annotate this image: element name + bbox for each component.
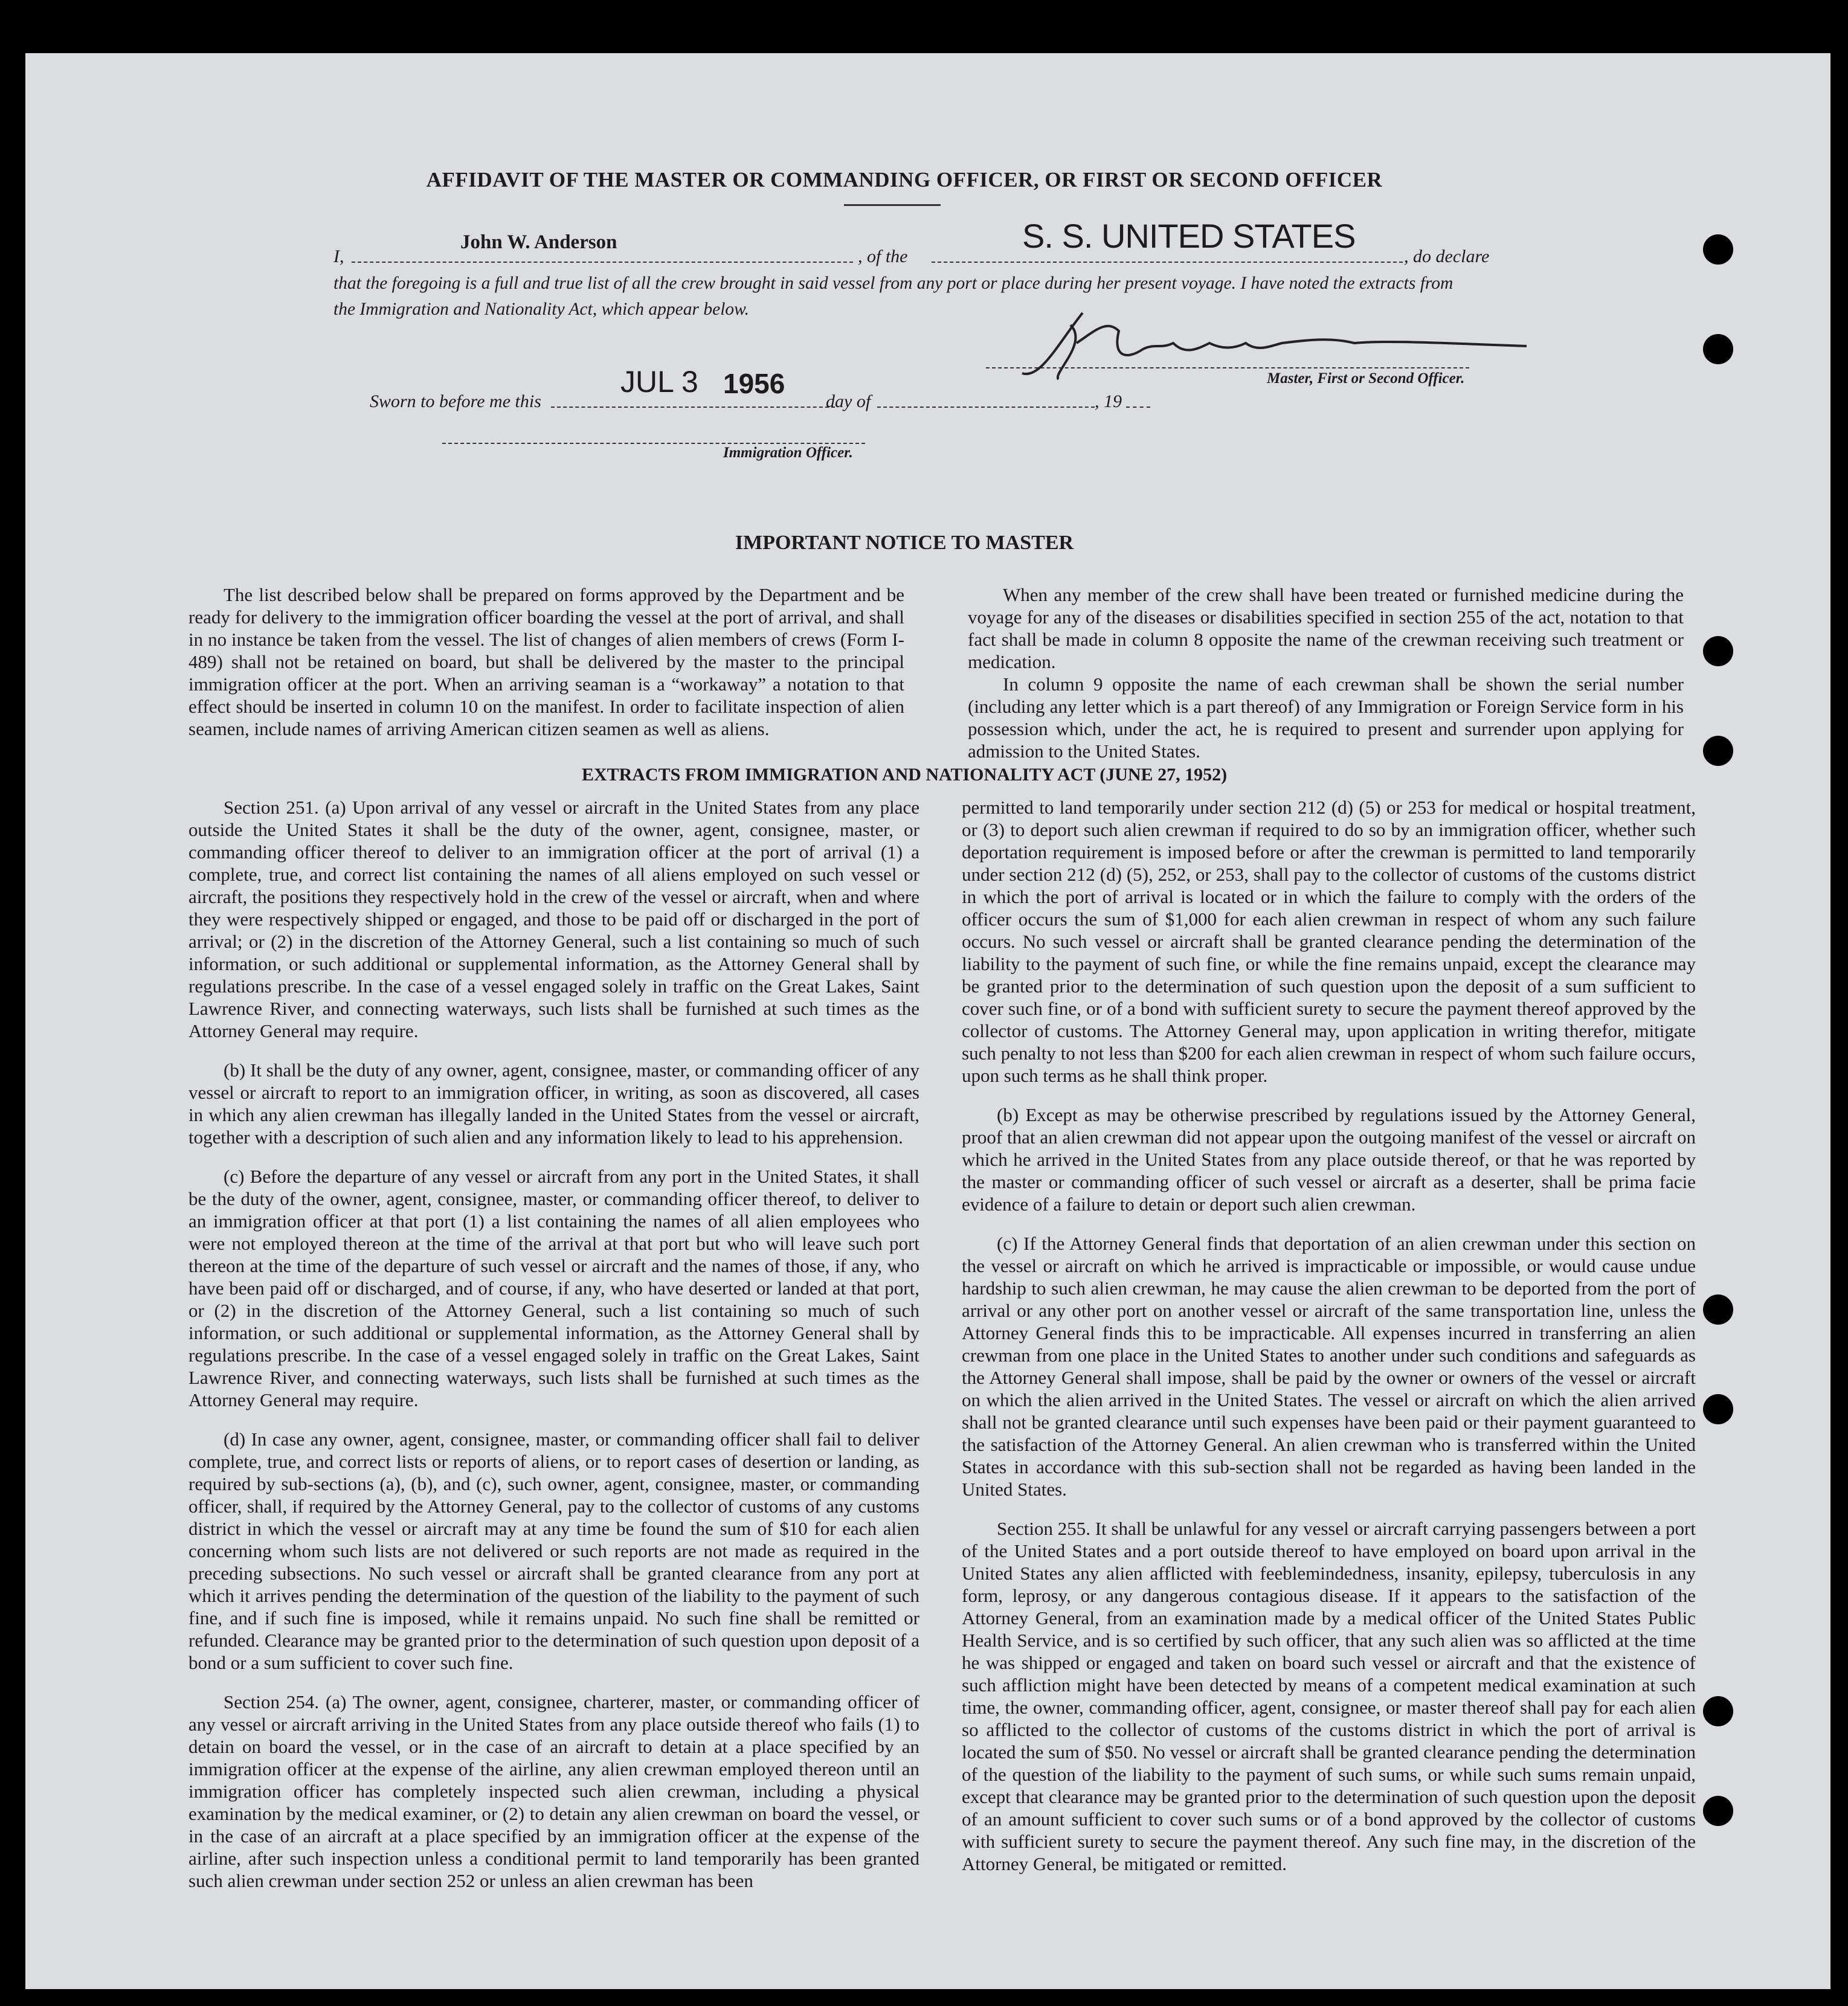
signature-label: Master, First or Second Officer. [1267, 370, 1465, 387]
notice-right-column [968, 583, 1684, 779]
extracts-right-column [962, 796, 1696, 1892]
declaration-line-2: the Immigration and Nationality Act, which appear below. [333, 300, 750, 319]
extract-paragraph: (c) Before the departure of any vessel or aircraft from any port in the United States, it shall be the duty of the owner, agent, consignee, master, or commanding officer thereof, to deliver to an immigration officer at that port (1) a list containing the names of all alien employees who were not employed thereon at the time of the arrival at that port but who will leave such port thereon at the time of the departure of such vessel or aircraft and the names of those, if any, who have been paid off or discharged, and of course, if any, who have deserted or landed at that port, or (2) in the discretion of the Attorney General, such a list containing so much of such information, or such additional or supplemental information, as the Attorney General shall by regulations prescribe. In the case of a vessel engaged solely in traffic on the Great Lakes, Saint Lawrence River, and connecting waterways, such lists shall be furnished at such times as the Attorney General may require. [188, 1166, 919, 1410]
extract-paragraph: (b) Except as may be otherwise prescribed by regulations issued by the Attorney General, proof that an alien crewman did not appear upon the outgoing manifest of the vessel or aircraft on which he arrived in the United States from any place outside thereof, or that he was reported by the master or commanding officer of such vessel or aircraft as a deserter, shall be prima facie evidence of a failure to detain or deport such alien crewman. [962, 1104, 1696, 1215]
extract-paragraph: Section 255. It shall be unlawful for any vessel or aircraft carrying passengers between a port of the United States and a port outside thereof to have employed on board upon arrival in the United States any alien afflicted with feeblemindedness, insanity, epilepsy, tuberculosis in any form, leprosy, or any dangerous contagious disease. If it appears to the satisfaction of the Attorney General, from an examination made by a medical officer of the United States Public Health Service, and is so certified by such officer, that any such alien was so afflicted at the time he was shipped or engaged and taken on board such vessel or aircraft and that the existence of such affliction might have been detected by means of a competent medical examination at such time, the owner, commanding officer, agent, consignee, or master thereof shall pay for each alien so afflicted to the collector of customs of the customs district in which the port of arrival is located the sum of $50. No vessel or aircraft shall be granted clearance pending the determination of the question of the liability to the payment of such sums, or while such sums remain unpaid, except that clearance may be granted prior to the determination of such question upon the deposit of an amount sufficient to cover such sums or of a bond approved by the collector of customs with sufficient surety to secure the payment thereof. Any such fine may, in the discretion of the Attorney General, be mitigated or remitted. [962, 1518, 1696, 1874]
document-page [25, 53, 1830, 1989]
officer-line [442, 443, 865, 444]
punch-hole [1703, 1796, 1733, 1826]
extract-paragraph: (c) If the Attorney General finds that deportation of an alien crewman under this section on the vessel or aircraft on which he arrived is impracticable or impossible, or would cause undue hardship to such alien crewman, he may cause the alien crewman to be deported from the port of arrival or any other port on another vessel or aircraft of the same transportation line, unless the Attorney General finds this to be impracticable. All expenses incurred in transferring an alien crewman from one place in the United States to another under such conditions and safeguards as the Attorney General shall impose, shall be paid by the owner or owners of the vessel or aircraft on which the alien arrived in the United States. The vessel or aircraft on which the alien arrived shall not be granted clearance until such expenses have been paid or their payment guaranteed to the satisfaction of the Attorney General. An alien crewman who is transferred within the United States in accordance with this sub-section shall not be regarded as having been landed in the United States. [962, 1233, 1696, 1500]
title-rule [844, 204, 941, 206]
notice-title: IMPORTANT NOTICE TO MASTER [735, 532, 1074, 554]
affidavit-title: AFFIDAVIT OF THE MASTER OR COMMANDING OFFICER, OR FIRST OR SECOND OFFICER [426, 168, 1383, 191]
notice-right-paragraph-2: In column 9 opposite the name of each crewman shall be shown the serial number (including any letter which is a part thereof) of any Immigration or Foreign Service form in his possession which, under the act, he is required to present and surrender upon applying for admission to the United States. [968, 673, 1684, 762]
punch-hole [1703, 1394, 1733, 1424]
vessel-line [932, 262, 1403, 263]
master-name: John W. Anderson [460, 231, 617, 253]
punch-hole [1703, 234, 1733, 265]
month-line [877, 407, 1095, 408]
punch-hole [1703, 1294, 1733, 1325]
year-line [1126, 407, 1150, 408]
extract-paragraph: (d) In case any owner, agent, consignee, master, or commanding officer shall fail to deliver complete, true, and correct lists or reports of aliens, or to report cases of desertion or landing, as required by sub-sections (a), (b), and (c), such owner, agent, consignee, master, or commanding officer, shall, if required by the Attorney General, pay to the collector of customs of any customs district in which the vessel or aircraft may at any time be found the sum of $10 for each alien concerning whom such lists are not delivered or such reports are not made as required in the preceding subsections. No such vessel or aircraft shall be granted clearance from any port at which it arrives pending the determination of the question of the liability to the payment of such fine, and if such fine is imposed, while it remains unpaid. No such fine shall be remitted or refunded. Clearance may be granted prior to the determination of such question upon deposit of a bond or a sum sufficient to cover such fine. [188, 1429, 919, 1673]
i-label: I, [333, 246, 344, 266]
officer-label: Immigration Officer. [723, 445, 853, 461]
sworn-date-line [551, 407, 835, 408]
extracts-title: EXTRACTS FROM IMMIGRATION AND NATIONALITY ACT (JUNE 27, 1952) [581, 765, 1228, 785]
sworn-stamp-year: 1956 [723, 368, 785, 399]
sworn-stamp-date: JUL 3 [620, 365, 698, 399]
name-line [352, 262, 853, 263]
extract-paragraph: Section 251. (a) Upon arrival of any vessel or aircraft in the United States from any place outside the United States it shall be the duty of the owner, agent, consignee, master, or commanding officer thereof to deliver to an immigration officer at the port of arrival (1) a complete, true, and correct list containing the names of all aliens employed on such vessel or aircraft, the positions they respectively hold in the crew of the vessel or aircraft, when and where they were respectively shipped or engaged, and those to be paid off or discharged in the port of arrival; or (2) in the discretion of the Attorney General, such a list containing so much of such information, or such additional or supplemental information, as the Attorney General shall by regulations prescribe. In the case of a vessel engaged solely in traffic on the Great Lakes, Saint Lawrence River, and connecting waterways, such lists shall be furnished at such times as the Attorney General may require. [188, 797, 919, 1041]
extract-paragraph: permitted to land temporarily under section 212 (d) (5) or 253 for medical or hospital treatment, or (3) to deport such alien crewman if required to do so by an immigration officer, whether such deportation requirement is imposed before or after the crewman is permitted to land temporarily under section 212 (d) (5), 252, or 253, shall pay to the collector of customs of the customs district in which the port of arrival is located or in which the failure to comply with the orders of the officer occurs the sum of $1,000 for each alien crewman in respect of whom any such failure occurs. No such vessel or aircraft shall be granted clearance pending the determination of the liability to the payment of such fine, or while the fine remains unpaid, except the clearance may be granted prior to the determination of such question upon the deposit of a sum sufficient to cover such fine, or of a bond with sufficient surety to secure the payment thereof approved by the collector of customs. The Attorney General may, upon application in writing therefor, mitigate such penalty to not less than $200 for each alien crewman in respect of whom such failure occurs, upon such terms as he shall think proper. [962, 797, 1696, 1086]
extract-paragraph: Section 254. (a) The owner, agent, consignee, charterer, master, or commanding officer of any vessel or aircraft arriving in the United States from any place outside thereof who fails (1) to detain on board the vessel, or in the case of an aircraft to detain at a place specified by an immigration officer at the expense of the airline, any alien crewman employed thereon until an immigration officer has completely inspected such alien crewman, including a physical examination by the medical examiner, or (2) to detain any alien crewman on board the vessel, or in the case of an aircraft at a place specified by an immigration officer at the expense of the airline, after such inspection unless a conditional permit to land temporarily has been granted such alien crewman under section 252 or unless an alien crewman has been [188, 1691, 919, 1891]
punch-hole [1703, 334, 1733, 364]
do-declare-label: , do declare [1404, 246, 1490, 266]
extract-paragraph: (b) It shall be the duty of any owner, agent, consignee, master, or commanding officer of any vessel or aircraft to report to an immigration officer, in writing, as soon as discovered, all cases in which any alien crewman has illegally landed in the United States from the vessel or aircraft, together with a description of such alien and any information likely to lead to his apprehension. [188, 1059, 919, 1148]
declaration-line-1: that the foregoing is a full and true list of all the crew brought in said vessel from any port or place during her present voyage. I have noted the extracts from [333, 274, 1454, 293]
year-label: , 19 [1095, 391, 1122, 411]
punch-hole [1703, 1696, 1733, 1726]
extracts-left-column [188, 796, 919, 1909]
notice-right-paragraph-1: When any member of the crew shall have been treated or furnished medicine during the voyage for any of the diseases or disabilities specified in section 255 of the act, notation to that fact shall be made in column 8 opposite the name of the crewman receiving such treatment or medication. [968, 584, 1684, 672]
vessel-name: S. S. UNITED STATES [1022, 217, 1356, 255]
punch-hole [1703, 636, 1733, 666]
punch-hole [1703, 736, 1733, 766]
notice-left-column [188, 583, 904, 757]
of-the-label: , of the [858, 246, 908, 266]
signature-line [986, 367, 1469, 368]
day-of-label: day of [826, 391, 871, 411]
sworn-label: Sworn to before me this [370, 391, 541, 411]
notice-left-paragraph: The list described below shall be prepared on forms approved by the Department and be ready for delivery to the immigration officer boarding the vessel at the port of arrival, and shall in no instance be taken from the vessel. The list of changes of alien members of crews (Form I-489) shall not be retained on board, but shall be delivered by the master to the principal immigration officer at the port. When an arriving seaman is a “workaway” a notation to that effect should be inserted in column 10 on the manifest. In order to facilitate inspection of alien seamen, include names of arriving American citizen seamen as well as aliens. [188, 584, 904, 739]
